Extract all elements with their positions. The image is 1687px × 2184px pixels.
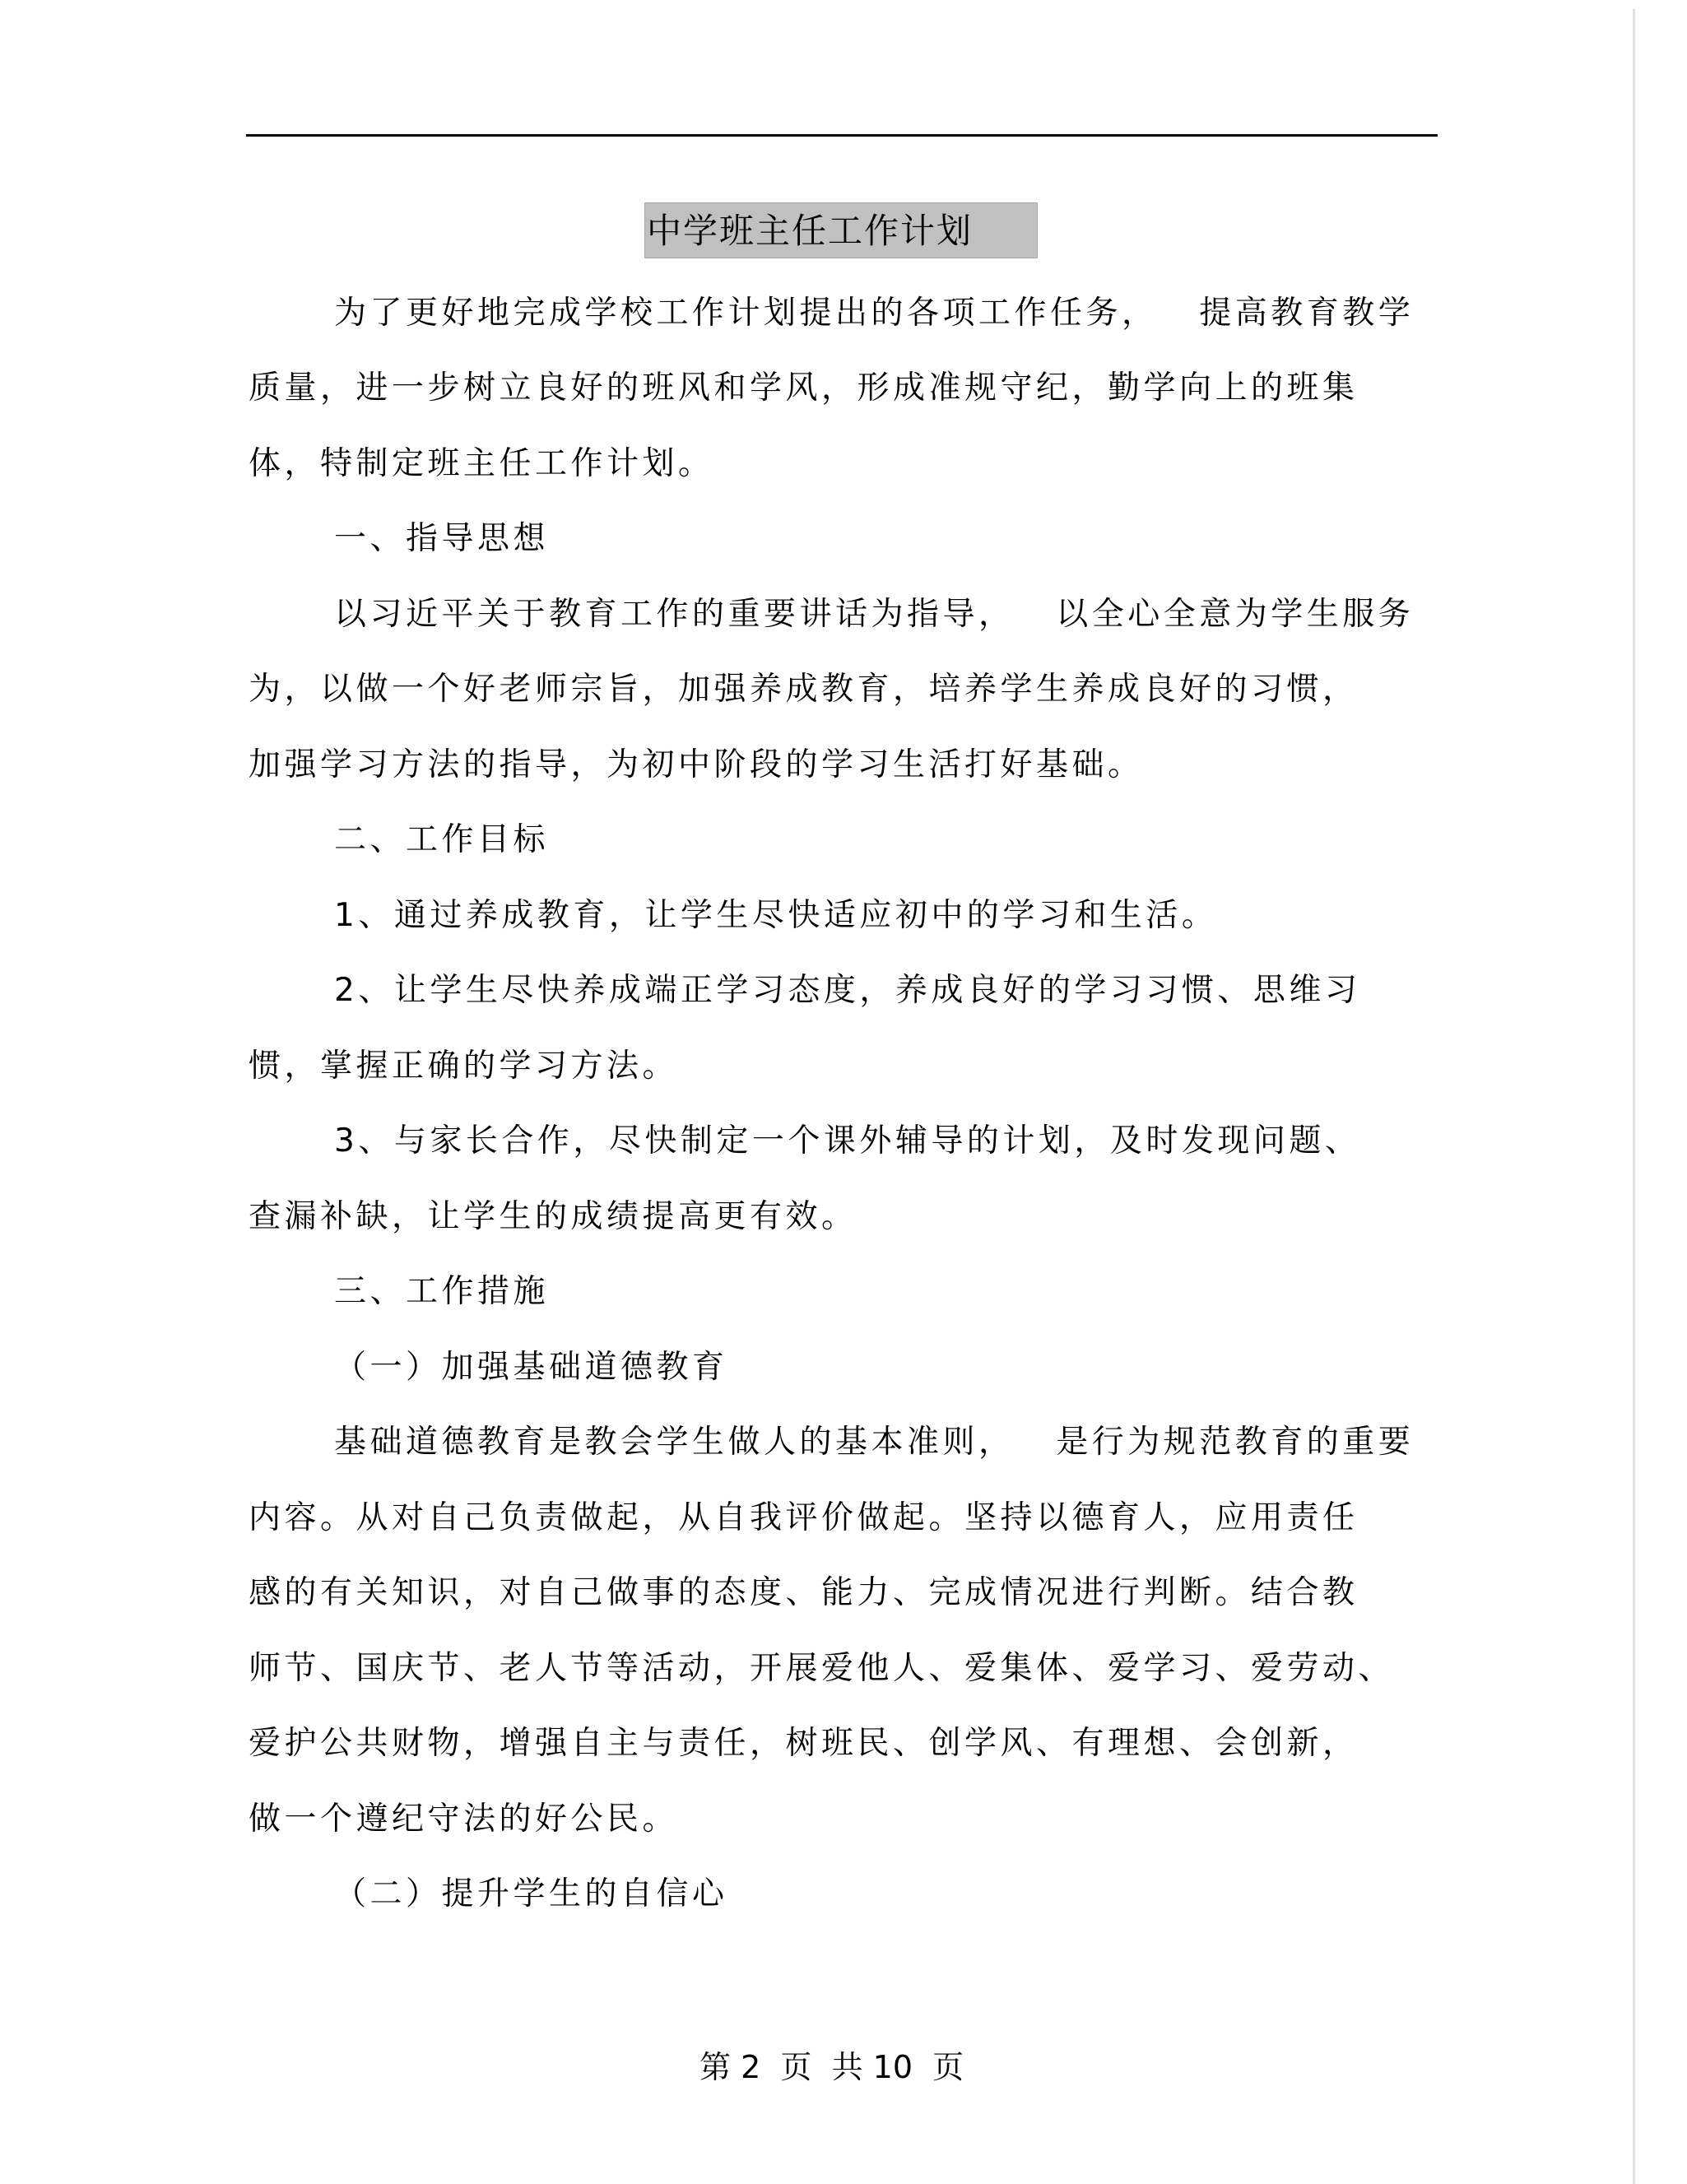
document-title: 中学班主任工作计划 xyxy=(647,211,974,251)
page-number-footer: 第 2 页 共 10 页 xyxy=(699,2049,964,2085)
body-line: 体，特制定班主任工作计划。 xyxy=(249,445,714,482)
body-line: 以习近平关于教育工作的重要讲话为指导， 以全心全意为学生服务 xyxy=(334,596,1415,633)
section-heading-1: 一、指导思想 xyxy=(334,520,550,557)
body-line: 查漏补缺，让学生的成绩提高更有效。 xyxy=(249,1198,857,1235)
body-line: 质量，进一步树立良好的班风和学风，形成准规守纪，勤学向上的班集 xyxy=(249,369,1359,407)
document-title-highlight xyxy=(644,202,1038,258)
body-line: 基础道德教育是教会学生做人的基本准则， 是行为规范教育的重要 xyxy=(334,1424,1415,1461)
subsection-heading-1: （一）加强基础道德教育 xyxy=(334,1349,728,1386)
body-line: 惯，掌握正确的学习方法。 xyxy=(249,1048,679,1085)
body-line: 内容。从对自己负责做起，从自我评价做起。坚持以德育人，应用责任 xyxy=(249,1499,1359,1536)
body-line: 为，以做一个好老师宗旨，加强养成教育，培养学生养成良好的习惯， xyxy=(249,671,1359,708)
body-line: 师节、国庆节、老人节等活动，开展爱他人、爱集体、爱学习、爱劳动、 xyxy=(249,1650,1395,1687)
body-line: 为了更好地完成学校工作计划提出的各项工作任务， 提高教育教学 xyxy=(334,295,1415,332)
goal-item-1: 1、通过养成教育，让学生尽快适应初中的学习和生活。 xyxy=(334,897,1218,934)
body-line: 做一个遵纪守法的好公民。 xyxy=(249,1801,679,1838)
section-heading-2: 二、工作目标 xyxy=(334,821,550,858)
body-line: 感的有关知识，对自己做事的态度、能力、完成情况进行判断。结合教 xyxy=(249,1574,1359,1611)
section-heading-3: 三、工作措施 xyxy=(334,1273,550,1310)
body-line: 加强学习方法的指导，为初中阶段的学习生活打好基础。 xyxy=(249,746,1144,783)
header-rule xyxy=(246,134,1438,137)
body-line: 爱护公共财物，增强自主与责任，树班民、创学风、有理想、会创新， xyxy=(249,1725,1359,1762)
subsection-heading-2: （二）提升学生的自信心 xyxy=(334,1875,728,1912)
page-edge-divider xyxy=(1633,9,1635,2184)
goal-item-3: 3、与家长合作，尽快制定一个课外辅导的计划，及时发现问题、 xyxy=(334,1122,1361,1159)
goal-item-2: 2、让学生尽快养成端正学习态度，养成良好的学习习惯、思维习 xyxy=(334,972,1361,1009)
